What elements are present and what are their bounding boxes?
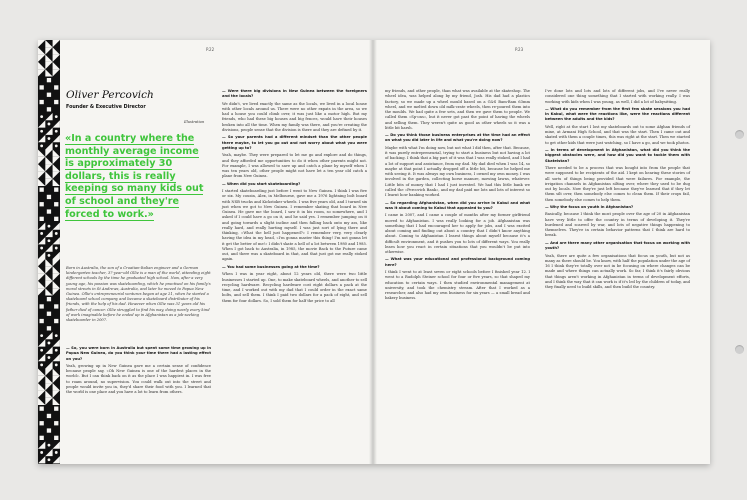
- page-number-left: P.22: [206, 47, 215, 52]
- intro-paragraph: Born in Australia, the son of a Croatian-Italian engineer and a German kindergarten teacher, 37-year-old Ollie is a man of the world, attending eight different schools by the time he graduated high school. Now, after a very young age, his passion was skateboarding, which he practised on his family's moral streets in St Andrews, Australia, and later he moved to Papua New Guinea. Ollie's entrepreneurial ventures began at age 21, when he started a skateboard school company and became a skateboard distributor of his friends, with the help of his dad. However when Ollie was 31 years old his father died of cancer. Ollie struggled to find his way, doing nearly every kind of work imaginable before he ended up in Afghanistan as a job-seeking skateboarder in 2007.: [66, 266, 211, 323]
- right-page: [373, 40, 710, 464]
- binder-hole-top: [735, 130, 744, 139]
- magazine-spread: [38, 40, 710, 464]
- interview-question: — So regarding Afghanistan, when did you arrive in Kabul and what was it about coming to Kabul that appealed to you?: [385, 200, 530, 210]
- profile-name: Oliver Percovich: [66, 89, 154, 101]
- interview-question: — So your parents had a different mindset than the other people there maybe, to let you go out and not worry about what you were getting up to?: [222, 135, 367, 150]
- interview-answer: I think I went to at least seven or eight schools before I finished year 12. I went to a Rudolph Steiner school for four or five years, so that shaped my education to certain ways. I then studied environmental management at university, and took the chemistry stream. After that I worked as a researcher, and also had my own business for six years — a small bread and bakery business.: [385, 270, 530, 301]
- interview-answer: Yeah, maybe. They were prepared to let me go and explore and do things, and they afforded me opportunities to do it when other parents might not. For example, I was allowed to save up and catch a plane by myself when I was ten years old, other people might not have let a ten year old catch a plane from New Guinea.: [222, 153, 367, 179]
- geometric-pattern-border: [38, 40, 60, 464]
- interview-question: — When did you start skateboarding?: [222, 181, 301, 186]
- interview-question: — Why the focus on youth in Afghanistan?: [545, 204, 634, 209]
- column-2: [222, 89, 367, 306]
- pull-quote-text: «In a country where the monthly average income is approximately 30 dollars, this is really keeping so many kids out of school and they're forced to work.»: [65, 133, 204, 220]
- left-page: [38, 40, 373, 464]
- interview-answer: Well, right at the start I lost my skateboards out to some Afghan friends of mine, at Armani High School, and that was the start. Then I came out and skated with them a couple times, this was right at the start. Then we started to get other kids that were just watching, so I have a go, and we took photos.: [545, 124, 690, 145]
- interview-answer: I've done lots and lots and lots of different jobs, and I've never really considered one thing something that I started with working really. I was working with kids when I was young, as well, I did a lot of babysitting.: [545, 89, 690, 104]
- interview-question: — Do you think those business enterprises at the time had an effect on what you did later in life and what you're doing now?: [385, 133, 530, 143]
- interview-answer: I came in 2007, and I came a couple of months after my former girlfriend moved to Afghanistan. I was really looking for a job. Afghanistan was something that I had encouraged her to apply for jobs, and I was excited about coming and finding out about a country that I didn't know anything about. Coming to Afghanistan I learnt things about myself because it's a difficult environment, and it pushes you to lots of different ways. You really learn how you react in certain situations that you wouldn't be put into otherwise.: [385, 213, 530, 254]
- interview-answer: We didn't, we lived exactly the same as the locals, we lived in a local house with other locals around us. There were no other expats in the area, so we had a house you could climb over, it was just like a motor high. But my friends, who had these big houses and big fences, would have their houses broken into all the time. When my family was there, and you're creating the divisions, people sense that the division is there and they are defined by it.: [222, 101, 367, 132]
- pull-quote: [65, 133, 210, 221]
- page-gutter: [369, 40, 377, 464]
- interview-question: — What do you remember from the first few skate sessions you had in Kabul, what were the reactions like, were the reactions different between the adults and the kids?: [545, 106, 690, 122]
- illustration-credit: Illustration: [184, 120, 205, 124]
- profile-role: Founder & Executive Director: [66, 105, 146, 110]
- interview-answer: Yeah, there are quite a few organisations that focus on youth, but not as many as there should be. You know, with half the population under the age of 16 I think they're totally over not in be focusing on where changes can be made and where things can actually work. So far, I think it's fairly obvious that things aren't working in Afghanistan in terms of development efforts, and I think the way that it can work is if it's led by the children of today, and they finally need to build skills, and then build the country.: [545, 253, 690, 289]
- column-4: [545, 89, 690, 292]
- interview-question: — So, you were born in Australia but spent some time growing up in Papua New Guinea, do you think your time there had a lasting effect on you?: [66, 346, 211, 361]
- interview-answer: When I was in year eight, about 12 years old, there were two little businesses I started up. One, to make skateboard wheels, and another to sell recycling hardware. Recycling hardware cost eight dollars a pack at the time, and I worked out with my dad that I could order in the exact same bolts, and sell them. I think I paid two dollars for a pack of eight, and sell them for four dollars. So, I sold them for half the price to all: [222, 272, 367, 303]
- interview-answer: I started skateboarding just before I went to New Guinea. I think I was five or six. My cousin, Alex, in Melbourne, gave me a 1976 lightning bolt board with NSB trucks and Kickstoker wheels. I was five years old, and I turned six just when we got to New Guinea. I remember skating that board in New Guinea. He gave me the board, I saw it in his room, so somewhere, and I asked if I could have a go on it, and he said yes. I remember jumping on it and going towards a slight incline and then falling back onto my ass, like really hard, and really hurting myself. I was just sort of lying there and thinking, «What the hell just happened?» I remember very, very clearly having the idea in my head, «I'm gonna master this thing! I'm not gonna let it get the better of me!» I didn't skate a hell of a lot between 1980 and 1985. When I got back to Australia, in 1985, the movie Back to the Future came out, and there was a skateboard in that, and that just got me really stoked again.: [222, 189, 367, 262]
- interview-answer: Maybe with what I'm doing now, but not what I did then, after that. Because, it was purely entrepreneurial, trying to start a business but not having a lot of backing. I think that a big part of it was that I was really stoked, and I had a lot of support and assistance, from my dad. My dad died when I was 14, so maybe at that point I actually dropped off a little bit, because he helped me with seeing it. It was always my own business, I owned my own money. I was involved in the garden, collecting horse manure, mowing lawns, whatever. Little bits of money that I had I just invested. We had this little bank we called the «Percovich Bank», and my dad paid me lots and lots of interest so I learnt how banking worked.: [385, 145, 530, 198]
- interview-answer: There needed to be a process that was bought into from the people that were supposed to be recipients of the aid. I kept on hearing these stories of all sorts of things being provided that were failures. For example, the irrigation channels in Afghanistan silting over, where they used to be dug out by locals. Now they're just left because they've learned that if they let them silt over, then somebody else comes to clean them. If their crops fail, then somebody else comes to help them.: [545, 166, 690, 202]
- interview-answer: Yeah, growing up in New Guinea gave me a certain sense of confidence because people say, «Oh New Guinea is one of the hardest places in the world». But I can think back on it as the place I was happiest in. I was free to roam around, no supervision. You could walk out into the street and people would invite you in, they'd share their food with you. I learned that the world is one place and you have a lot to learn from others.: [66, 363, 211, 395]
- interview-answer: my friends, and other people, than what was available at the skateshop. The wheel idea, was helped along by my friend, Josh. His dad had a plastics factory, so we made up a wheel mould based on a G&S Bam-Bam 63mm wheel, and we melted down old milk-crate wheels, then re-poured them into the moulds. We had quite a few sets, and then we gave them to people. We called them «Sp-ons», but it never got past the point of having the wheels and selling them. They weren't quite as good as other wheels so it was a little bit harsh.: [385, 89, 530, 130]
- interview-question: — In terms of development in Afghanistan, what did you think the biggest obstacles were, and how did you want to tackle them with Skateistan?: [545, 148, 690, 163]
- interview-question: — What was your educational and professional background coming here?: [385, 257, 530, 267]
- column-3: [385, 89, 530, 304]
- page-number-right: P.23: [515, 47, 524, 52]
- interview-answer: Basically, because I think the most people over the age of 20 in Afghanistan have very little to offer the country in terms of developing it. They're burdened and scarred by war, and lots of negative things happening to themselves. They're in certain behavior patterns that I think are hard to break.: [545, 212, 690, 238]
- column-1: [66, 346, 211, 398]
- interview-question: — You had some businesses going at the time?: [222, 264, 320, 269]
- interview-question: — Were there big divisions in New Guinea between the foreigners and the locals?: [222, 89, 367, 99]
- interview-question: — And are there many other organisation that focus on working with youth?: [545, 240, 690, 251]
- binder-hole-bottom: [735, 345, 744, 354]
